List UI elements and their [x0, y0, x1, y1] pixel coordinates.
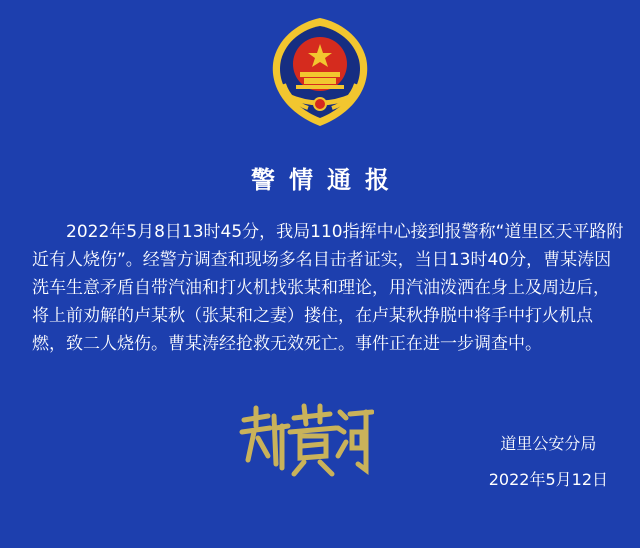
issuer: 道里公安分局 — [500, 434, 597, 453]
issue-date: 2022年5月12日 — [488, 470, 608, 489]
signature-block — [489, 426, 608, 498]
notice-body — [32, 218, 626, 358]
notice-paragraph: 2022年5月8日13时45分，我局110指挥中心接到报警称“道里区天平路附近有人烧伤”。经警方调查和现场多名目击者证实，当日13时40分，曹某涛因洗车生意矛盾自带汽油和打火机找张某和理论，用汽油泼洒在身上及周边后，将上前劝解的卢某秋（张某和之妻）搂住，在卢某秋挣脱中将手中打火机点燃，致二人烧伤。曹某涛经抢救无效死亡。事件正在进一步调查中。 — [32, 222, 624, 354]
notice-title: 警情通报 — [251, 166, 403, 194]
xinhuanghe-watermark-logo — [234, 398, 374, 480]
police-emblem-icon — [262, 14, 378, 130]
